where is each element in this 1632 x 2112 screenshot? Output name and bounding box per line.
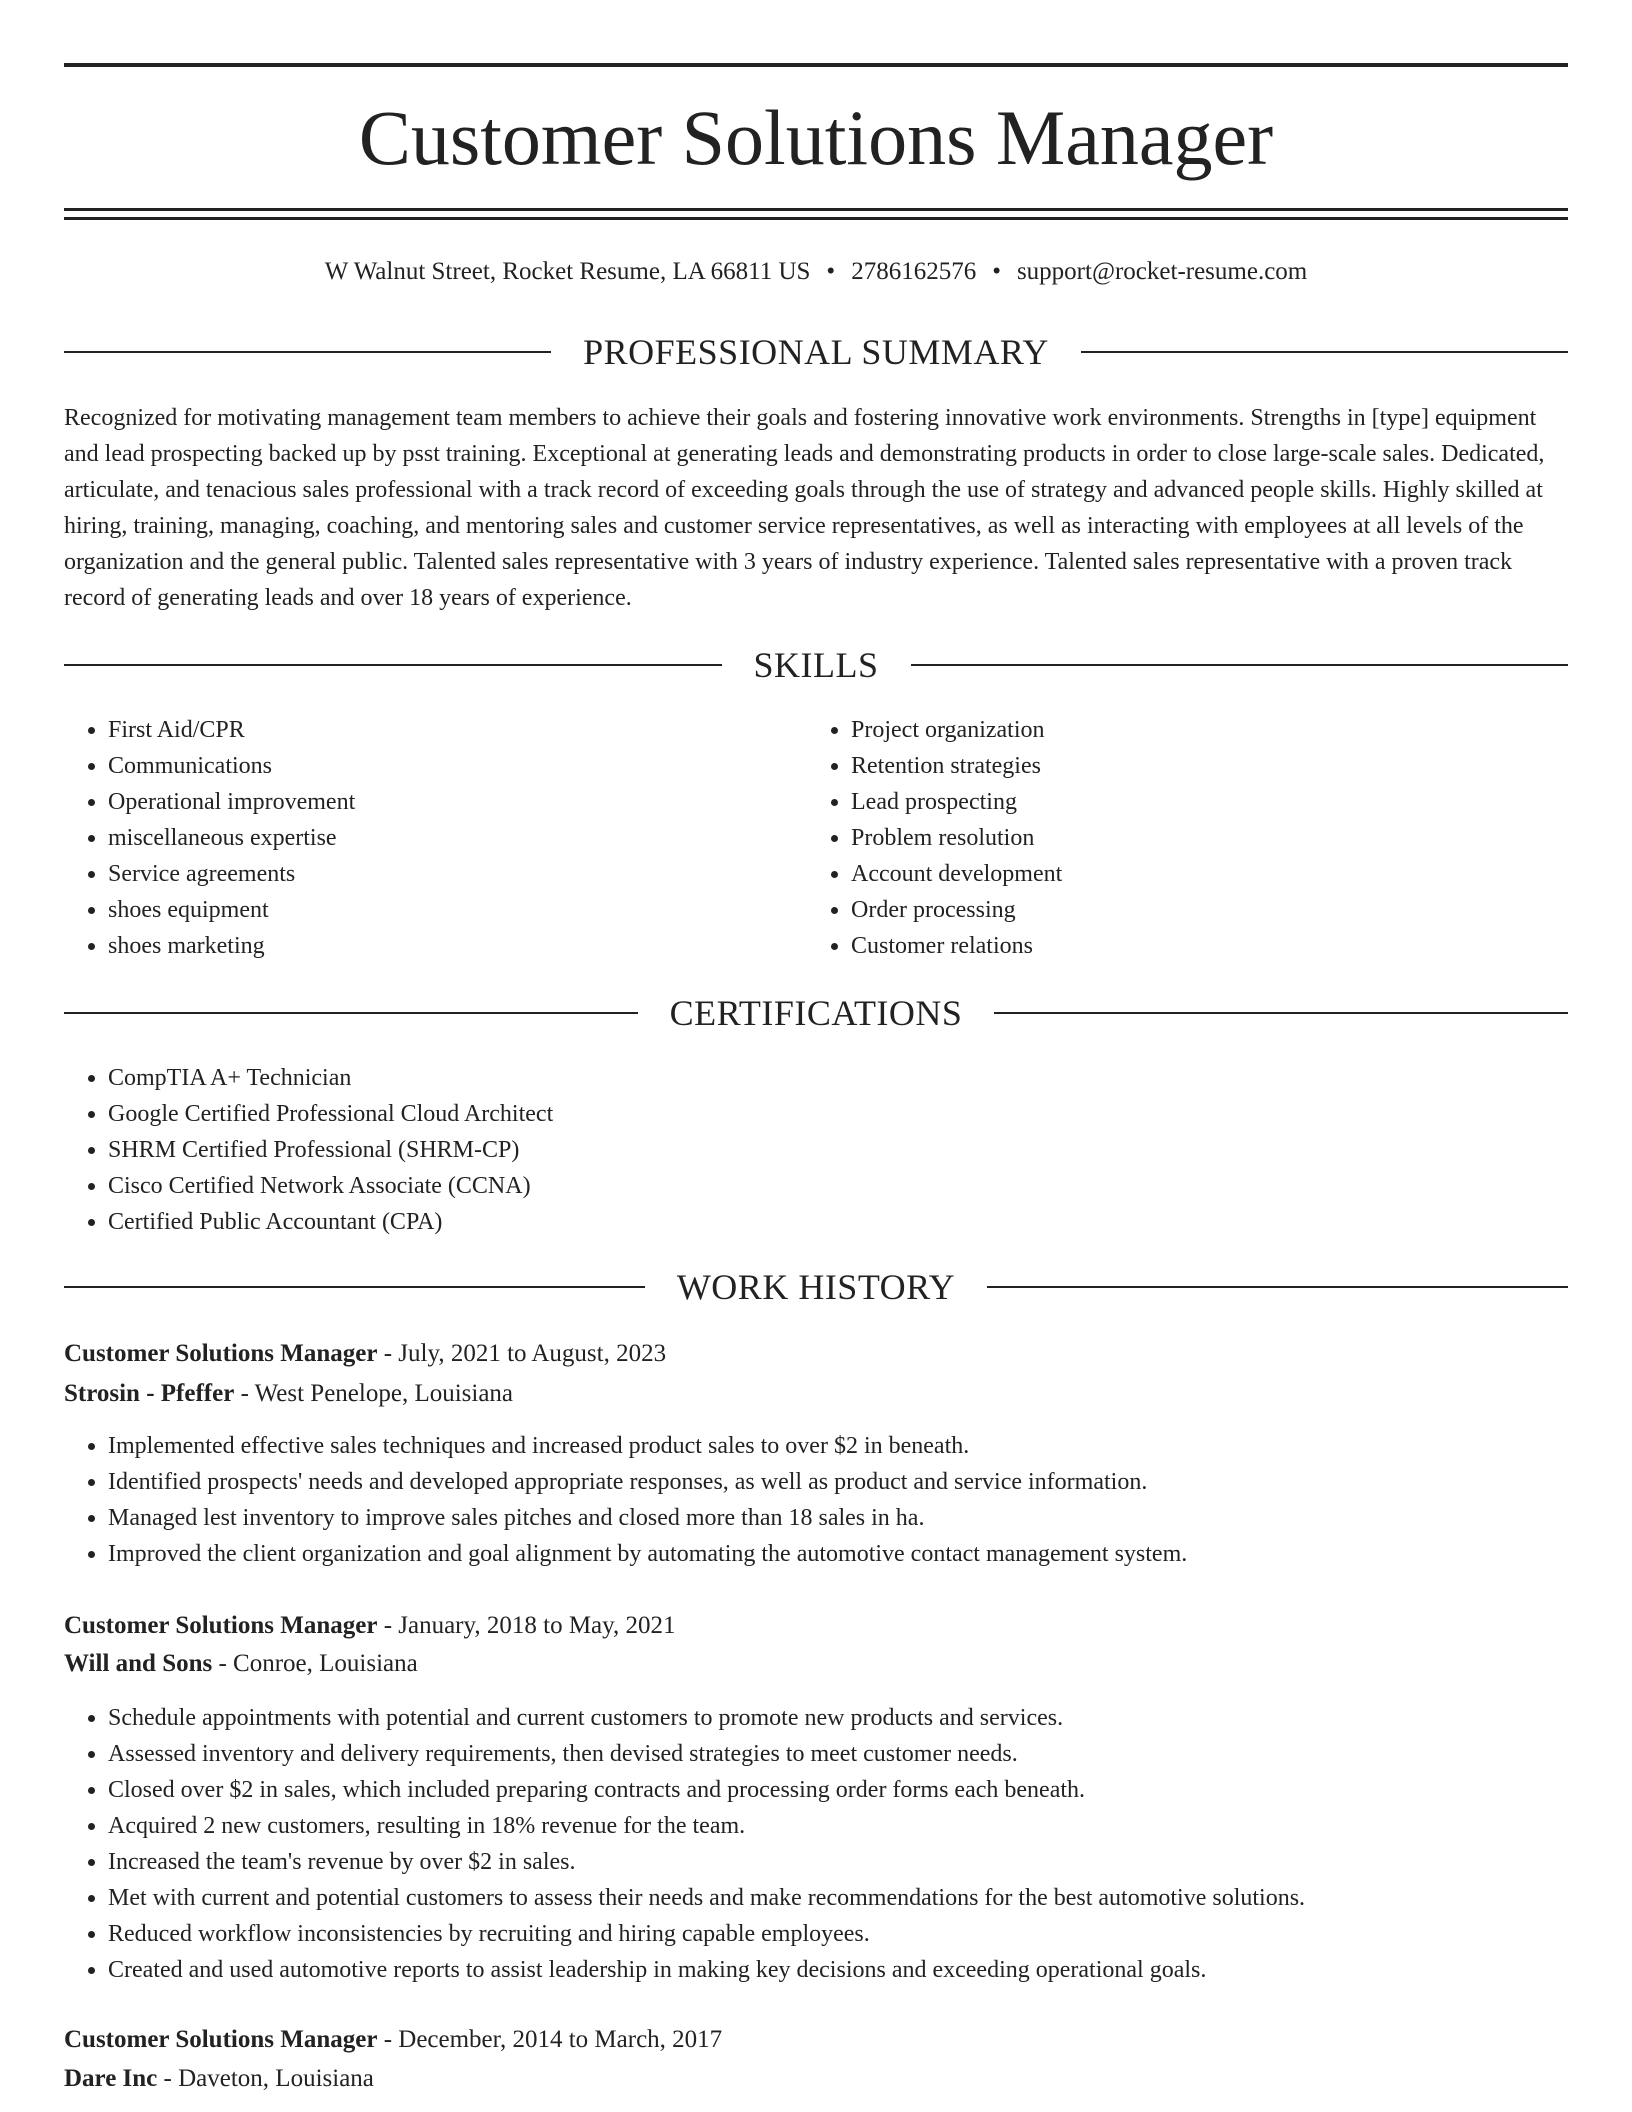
job-bullet: • Closed over $2 in sales, which included preparing contracts and processing order forms each beneath. bbox=[108, 1772, 1568, 1808]
job-location: - West Penelope, Louisiana bbox=[234, 1380, 514, 1407]
job-title: Customer Solutions Manager bbox=[64, 2026, 378, 2053]
skill-item: • Problem resolution bbox=[851, 820, 1507, 856]
section-heading-skills bbox=[64, 643, 1568, 687]
summary-text: Recognized for motivating management team members to achieve their goals and fostering innovative work environments. Strengths in [type] equipment and lead prospecting backed up by psst training. Exceptional at generating leads and demonstrating products in order to close large-scale sales. Dedicated, articulate, and tenacious sales professional with a track record of exceeding goals through the use of strategy and advanced people skills. Highly skilled at hiring, training, managing, coaching, and mentoring sales and customer service representatives, as well as interacting with employees at all levels of the organization and the general public. Talented sales representative with 3 years of industry experience. Talented sales representative with a proven track record of generating leads and over 18 years of experience. bbox=[64, 405, 1545, 611]
section-heading-certifications bbox=[64, 991, 1568, 1035]
section-title: PROFESSIONAL SUMMARY bbox=[583, 332, 1049, 372]
job-company: Strosin - Pfeffer bbox=[64, 1380, 235, 1407]
bullet-list bbox=[64, 1428, 1568, 1572]
section-title: CERTIFICATIONS bbox=[669, 993, 963, 1033]
skill-item: • shoes marketing bbox=[108, 928, 764, 964]
divider bbox=[1081, 351, 1568, 353]
section-heading-summary bbox=[64, 330, 1568, 374]
divider bbox=[64, 1012, 638, 1014]
divider bbox=[994, 1012, 1568, 1014]
job-dates: - December, 2014 to March, 2017 bbox=[377, 2026, 723, 2053]
skill-item: • Service agreements bbox=[108, 856, 764, 892]
job-bullets bbox=[64, 1428, 1568, 1572]
job-bullet: • Managed lest inventory to improve sales pitches and closed more than 18 sales in ha. bbox=[108, 1500, 1568, 1536]
skills-column-left bbox=[64, 712, 764, 964]
skills-column-right bbox=[807, 712, 1507, 964]
skill-item: • Operational improvement bbox=[108, 784, 764, 820]
certification-item: • SHRM Certified Professional (SHRM-CP) bbox=[108, 1132, 1364, 1168]
job-bullet: • Improved the client organization and goal alignment by automating the automotive contact management system. bbox=[108, 1536, 1568, 1572]
contact-line bbox=[64, 254, 1568, 290]
divider bbox=[64, 351, 551, 353]
contact-separator: • bbox=[826, 258, 836, 285]
job-company-line bbox=[64, 1646, 1568, 1682]
skill-item: • Account development bbox=[851, 856, 1507, 892]
bullet-list bbox=[64, 1060, 1364, 1240]
title-double-rule bbox=[64, 208, 1568, 220]
skill-item: • First Aid/CPR bbox=[108, 712, 764, 748]
job-title-line bbox=[64, 1336, 1568, 1372]
job-dates: - January, 2018 to May, 2021 bbox=[377, 1612, 676, 1639]
certification-item: • CompTIA A+ Technician bbox=[108, 1060, 1364, 1096]
job-bullet: • Increased the team's revenue by over $2 in sales. bbox=[108, 1844, 1568, 1880]
job-title: Customer Solutions Manager bbox=[64, 1340, 378, 1367]
job-bullets bbox=[64, 1700, 1568, 1988]
job-company-line bbox=[64, 1376, 1568, 1412]
contact-email: support@rocket-resume.com bbox=[1016, 258, 1308, 285]
skill-item: • Project organization bbox=[851, 712, 1507, 748]
section-heading-work-history bbox=[64, 1265, 1568, 1309]
certification-item: • Cisco Certified Network Associate (CCNA) bbox=[108, 1168, 1364, 1204]
skill-item: • Order processing bbox=[851, 892, 1507, 928]
job-title-line bbox=[64, 2022, 1568, 2058]
job-title-line bbox=[64, 1608, 1568, 1644]
bullet-list bbox=[807, 712, 1507, 964]
job-bullet: • Identified prospects' needs and developed appropriate responses, as well as product and service information. bbox=[108, 1464, 1568, 1500]
certification-item: • Google Certified Professional Cloud Architect bbox=[108, 1096, 1364, 1132]
top-rule bbox=[64, 63, 1568, 67]
job-bullet: • Reduced workflow inconsistencies by recruiting and hiring capable employees. bbox=[108, 1916, 1568, 1952]
bullet-list bbox=[64, 712, 764, 964]
skill-item: • Retention strategies bbox=[851, 748, 1507, 784]
page-title: Customer Solutions Manager bbox=[358, 94, 1274, 181]
job-company-line bbox=[64, 2061, 1568, 2097]
contact-phone: 2786162576 bbox=[851, 258, 977, 285]
divider bbox=[64, 664, 722, 666]
job-location: - Conroe, Louisiana bbox=[212, 1650, 418, 1677]
job-title: Customer Solutions Manager bbox=[64, 1612, 378, 1639]
job-bullet: • Implemented effective sales techniques and increased product sales to over $2 in beneath. bbox=[108, 1428, 1568, 1464]
bullet-list bbox=[64, 1700, 1568, 1988]
job-bullet: • Acquired 2 new customers, resulting in 18% revenue for the team. bbox=[108, 1808, 1568, 1844]
certification-item: • Certified Public Accountant (CPA) bbox=[108, 1204, 1364, 1240]
job-dates: - July, 2021 to August, 2023 bbox=[377, 1340, 667, 1367]
job-location: - Daveton, Louisiana bbox=[157, 2065, 374, 2092]
job-bullet: • Created and used automotive reports to assist leadership in making key decisions and exceeding operational goals. bbox=[108, 1952, 1568, 1988]
section-title: WORK HISTORY bbox=[676, 1267, 956, 1307]
skill-item: • Customer relations bbox=[851, 928, 1507, 964]
divider bbox=[987, 1286, 1568, 1288]
job-bullet: • Met with current and potential customers to assess their needs and make recommendations for the best automotive solutions. bbox=[108, 1880, 1568, 1916]
job-bullet: • Assessed inventory and delivery requirements, then devised strategies to meet customer needs. bbox=[108, 1736, 1568, 1772]
divider bbox=[64, 1286, 645, 1288]
skill-item: • miscellaneous expertise bbox=[108, 820, 764, 856]
job-company: Will and Sons bbox=[64, 1650, 213, 1677]
divider bbox=[911, 664, 1569, 666]
skill-item: • Lead prospecting bbox=[851, 784, 1507, 820]
job-bullet: • Schedule appointments with potential and current customers to promote new products and services. bbox=[108, 1700, 1568, 1736]
skill-item: • Communications bbox=[108, 748, 764, 784]
contact-separator: • bbox=[992, 258, 1001, 285]
skill-item: • shoes equipment bbox=[108, 892, 764, 928]
section-title: SKILLS bbox=[753, 645, 879, 685]
contact-address: W Walnut Street, Rocket Resume, LA 66811 US bbox=[324, 258, 811, 285]
job-company: Dare Inc bbox=[64, 2065, 158, 2092]
certifications-list bbox=[64, 1060, 1364, 1240]
